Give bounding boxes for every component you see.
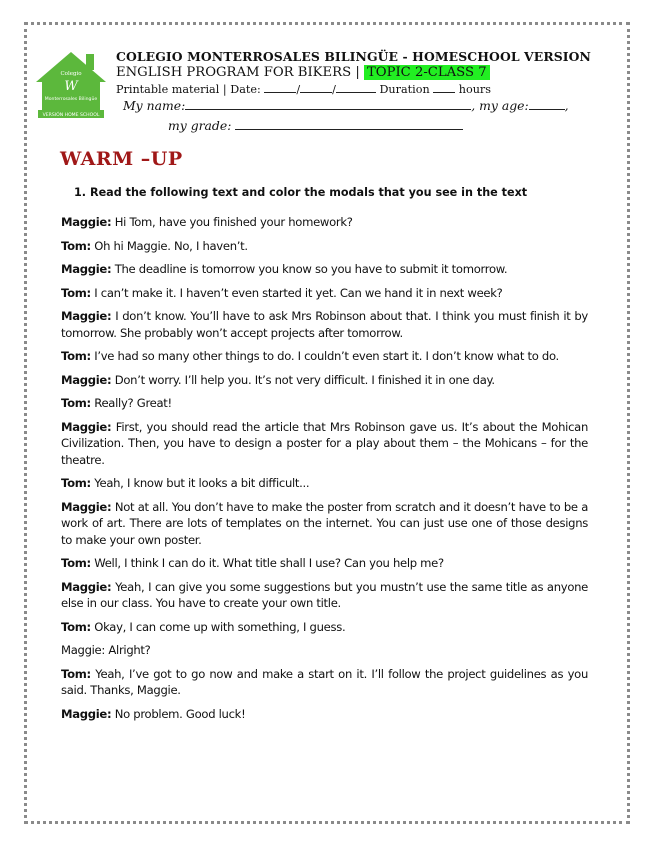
speaker: Maggie: (61, 499, 112, 514)
grade-label: my grade: (168, 118, 232, 133)
line-text: Oh hi Maggie. No, I haven’t. (90, 238, 248, 253)
dialogue-line (61, 372, 588, 389)
duration-label: Duration (379, 83, 430, 96)
separator: | (355, 65, 360, 80)
program-name: ENGLISH PROGRAM FOR BIKERS (116, 65, 352, 80)
line-text: Really? Great! (90, 396, 172, 410)
dialogue-line (61, 285, 588, 302)
date-label: Date: (230, 83, 261, 96)
speaker: Maggie: (61, 706, 112, 721)
house-logo-icon (34, 48, 108, 120)
date-month-blank[interactable] (300, 82, 332, 93)
speaker: Maggie: (61, 643, 105, 657)
speaker: Maggie: (61, 215, 112, 229)
line-text: I’ve had so many other things to do. I couldn’t even start it. I don’t know what to do. (90, 349, 559, 363)
dialogue-line (61, 308, 588, 341)
speaker: Maggie: (61, 309, 112, 323)
line-text: Don’t worry. I’ll help you. It’s not very difficult. I finished it in one day. (111, 372, 495, 387)
logo-bottom-text: VERSIÓN HOME SCHOOL (42, 113, 100, 118)
hours-label: hours (458, 83, 492, 96)
school-logo (34, 48, 108, 120)
date-day-blank[interactable] (264, 82, 296, 93)
dialogue-line (61, 555, 588, 572)
speaker: Tom: (61, 619, 91, 634)
speaker: Tom: (61, 556, 91, 570)
name-blank[interactable] (185, 98, 471, 110)
line-text: Okay, I can come up with something, I guess. (90, 619, 346, 634)
dialogue-line (61, 706, 588, 723)
logo-brand-text: Monterrosales Bilingüe (44, 97, 98, 102)
dialogue-line (61, 419, 588, 469)
printable-label: Printable material (116, 83, 220, 96)
dialogue (61, 214, 588, 729)
line-text: Yeah, I’ve got to go now and make a start on it. I’ll follow the project guidelines as you said. Thanks, Maggie. (61, 666, 588, 697)
name-label: My name: (123, 98, 186, 113)
instruction (74, 186, 527, 199)
grade-blank[interactable] (235, 118, 463, 130)
dialogue-line (61, 238, 588, 255)
topic-label: TOPIC 2-CLASS 7 (364, 65, 490, 80)
speaker: Maggie: (61, 419, 112, 434)
duration-blank[interactable] (433, 82, 455, 93)
school-name: COLEGIO MONTERROSALES BILINGÜE - HOMESCHOOL VERSION (116, 49, 591, 64)
meta-line: Printable material | Date: / / Duration hours (116, 83, 492, 96)
line-text: Yeah, I can give you some suggestions but you mustn’t use the same title as anyone else in our class. You have to create your own title. (61, 579, 588, 610)
line-text: No problem. Good luck! (111, 706, 246, 721)
grade-line (168, 118, 463, 133)
speaker: Tom: (61, 285, 91, 300)
dialogue-line (61, 619, 588, 636)
dialogue-line (61, 579, 588, 612)
instruction-text: Read the following text and color the modals that you see in the text (89, 186, 528, 199)
section-title: WARM –UP (60, 148, 183, 170)
line-text: The deadline is tomorrow you know so you have to submit it tomorrow. (111, 262, 508, 276)
speaker: Maggie: (61, 372, 112, 387)
line-text: Yeah, I know but it looks a bit difficult... (90, 476, 310, 490)
dialogue-line (61, 348, 588, 365)
line-text: First, you should read the article that Mrs Robinson gave us. It’s about the Mohican Civilization. Then, you have to design a poster for a play about them – the Mohicans – for the theatre. (61, 419, 588, 467)
svg-text:W: W (64, 79, 78, 94)
line-text: I can’t make it. I haven’t even started it yet. Can we hand it in next week? (90, 285, 503, 300)
dialogue-line (61, 642, 588, 659)
line-text: I don’t know. You’ll have to ask Mrs Robinson about that. I think you must finish it by tomorrow. She probably won’t accept projects after tomorrow. (61, 309, 588, 340)
dialogue-line (61, 395, 588, 412)
document-header (116, 50, 616, 97)
age-blank[interactable] (529, 98, 565, 110)
line-text: Alright? (105, 643, 151, 657)
name-age-line: My name: , my age: , (123, 98, 569, 113)
logo-top-text: Colegio (60, 71, 82, 77)
speaker: Tom: (61, 476, 91, 490)
speaker: Tom: (61, 396, 91, 410)
line-text: Well, I think I can do it. What title shall I use? Can you help me? (90, 556, 444, 570)
speaker: Tom: (61, 349, 91, 363)
line-text: Not at all. You don’t have to make the poster from scratch and it doesn’t have to be a work of art. There are lots of templates on the internet. You can just use one of those designs to make your own poster. (61, 499, 588, 547)
date-year-blank[interactable] (336, 82, 376, 93)
dialogue-line (61, 261, 588, 278)
dialogue-line (61, 214, 588, 231)
dialogue-line (61, 666, 588, 699)
dialogue-line (61, 499, 588, 549)
speaker: Maggie: (61, 262, 112, 276)
age-label: my age: (479, 98, 529, 113)
speaker: Maggie: (61, 579, 112, 594)
speaker: Tom: (61, 666, 91, 681)
program-line (116, 65, 616, 81)
speaker: Tom: (61, 238, 91, 253)
instruction-number: 1. (74, 186, 87, 199)
line-text: Hi Tom, have you finished your homework? (111, 215, 353, 229)
dialogue-line (61, 475, 588, 492)
